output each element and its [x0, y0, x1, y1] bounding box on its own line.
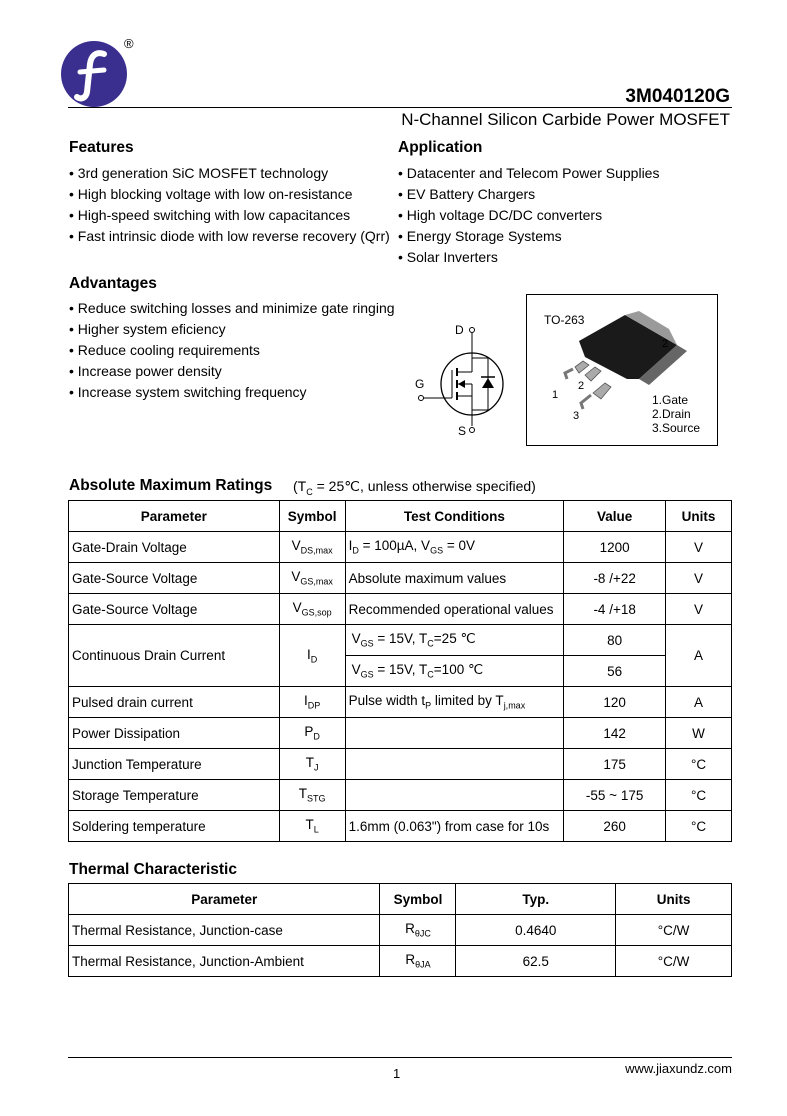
- tab-pin-label: 2: [662, 338, 669, 350]
- unit-cell: V: [666, 532, 732, 563]
- param-cell: Storage Temperature: [69, 780, 280, 811]
- table-row: [69, 532, 732, 563]
- param-cell: Thermal Resistance, Junction-Ambient: [69, 946, 380, 977]
- unit-cell: W: [666, 718, 732, 749]
- condition-cell: Absolute maximum values: [345, 563, 564, 594]
- unit-cell: °C: [666, 780, 732, 811]
- condition-cell: $I_D = 100\mu A$, $V_{GS} = 0V$: [345, 532, 564, 563]
- header-value: Value: [564, 501, 666, 532]
- value-cell: 142: [564, 718, 666, 749]
- pin1-label: 1: [552, 389, 559, 401]
- value-cell: 120: [564, 687, 666, 718]
- source-label: S: [458, 424, 467, 438]
- unit-cell: A: [666, 625, 732, 687]
- pin-legend-gate: 1.Gate: [652, 393, 689, 407]
- product-subtitle: N-Channel Silicon Carbide Power MOSFET: [401, 110, 730, 129]
- symbol-cell: $V_{DS,max}$: [279, 532, 345, 563]
- page-number: 1: [393, 1066, 401, 1081]
- table-row: [69, 625, 732, 656]
- value-cell: 56: [564, 656, 666, 687]
- website-link[interactable]: www.jiaxundz.com: [625, 1061, 732, 1076]
- typ-cell: 0.4640: [456, 915, 616, 946]
- condition-cell: Recommended operational values: [345, 594, 564, 625]
- header-divider: [68, 107, 732, 108]
- application-title: Application: [398, 139, 483, 156]
- unit-cell: °C/W: [616, 946, 732, 977]
- condition-cell: $V_{GS} = 15V$, $T_C=100$ ℃: [345, 656, 564, 687]
- thermal-table: [68, 883, 732, 977]
- list-item: • 3rd generation SiC MOSFET technology: [69, 163, 390, 184]
- list-item: • Increase system switching frequency: [69, 382, 395, 403]
- param-cell: Junction Temperature: [69, 749, 280, 780]
- header-test-conditions: Test Conditions: [345, 501, 564, 532]
- header-typ: Typ.: [456, 884, 616, 915]
- footer-divider: [68, 1057, 732, 1058]
- param-cell: Gate-Drain Voltage: [69, 532, 280, 563]
- value-cell: 175: [564, 749, 666, 780]
- header-units: Units: [616, 884, 732, 915]
- list-item: • High voltage DC/DC converters: [398, 205, 659, 226]
- unit-cell: °C/W: [616, 915, 732, 946]
- table-row: [69, 946, 732, 977]
- value-cell: -55 ~ 175: [564, 780, 666, 811]
- symbol-cell: $R_{\theta JC}$: [380, 915, 456, 946]
- symbol-cell: $R_{\theta JA}$: [380, 946, 456, 977]
- table-row: [69, 780, 732, 811]
- condition-cell: [345, 780, 564, 811]
- value-cell: -8 /+22: [564, 563, 666, 594]
- table-row: [69, 594, 732, 625]
- list-item: • Fast intrinsic diode with low reverse recovery (Qrr): [69, 226, 390, 247]
- drain-label: D: [455, 323, 464, 337]
- symbol-cell: $V_{GS,max}$: [279, 563, 345, 594]
- table-row: [69, 811, 732, 842]
- symbol-cell: $I_{DP}$: [279, 687, 345, 718]
- value-cell: 80: [564, 625, 666, 656]
- list-item: • Reduce switching losses and minimize gate ringing: [69, 298, 395, 319]
- symbol-cell: $P_D$: [279, 718, 345, 749]
- mosfet-symbol-diagram: [408, 318, 520, 442]
- symbol-cell: $T_{STG}$: [279, 780, 345, 811]
- header-symbol: Symbol: [279, 501, 345, 532]
- unit-cell: V: [666, 563, 732, 594]
- thermal-title: Thermal Characteristic: [69, 861, 237, 878]
- param-cell: Power Dissipation: [69, 718, 280, 749]
- pin-legend-source: 3.Source: [652, 421, 701, 435]
- list-item: • High blocking voltage with low on-resistance: [69, 184, 390, 205]
- unit-cell: V: [666, 594, 732, 625]
- symbol-cell: $T_J$: [279, 749, 345, 780]
- amr-table: [68, 500, 732, 842]
- advantages-list: [69, 298, 395, 403]
- package-name: TO-263: [544, 313, 585, 327]
- company-logo: [60, 40, 128, 108]
- value-cell: 1200: [564, 532, 666, 563]
- param-cell: Gate-Source Voltage: [69, 594, 280, 625]
- amr-note: ($T_C$ = 25℃, unless otherwise specified): [293, 478, 536, 497]
- pin2-label: 2: [578, 380, 585, 392]
- list-item: • Higher system eficiency: [69, 319, 395, 340]
- condition-cell: [345, 718, 564, 749]
- table-row: [69, 687, 732, 718]
- header-parameter: Parameter: [69, 884, 380, 915]
- features-title: Features: [69, 139, 134, 156]
- table-row: [69, 915, 732, 946]
- to263-package-diagram: [527, 295, 717, 445]
- table-header-row: [69, 884, 732, 915]
- pin3-label: 3: [573, 410, 580, 422]
- pin-legend-drain: 2.Drain: [652, 407, 691, 421]
- part-number: 3M040120G: [625, 86, 730, 107]
- param-cell: Pulsed drain current: [69, 687, 280, 718]
- header-symbol: Symbol: [380, 884, 456, 915]
- list-item: • Solar Inverters: [398, 247, 659, 268]
- typ-cell: 62.5: [456, 946, 616, 977]
- condition-cell: Pulse width $t_P$ limited by $T_{j,max}$: [345, 687, 564, 718]
- table-row: [69, 749, 732, 780]
- table-header-row: [69, 501, 732, 532]
- unit-cell: °C: [666, 749, 732, 780]
- advantages-title: Advantages: [69, 275, 157, 292]
- gate-label: G: [415, 377, 425, 391]
- registered-mark: ®: [124, 36, 134, 51]
- value-cell: -4 /+18: [564, 594, 666, 625]
- list-item: • Reduce cooling requirements: [69, 340, 395, 361]
- symbol-cell: $I_D$: [279, 625, 345, 687]
- header-parameter: Parameter: [69, 501, 280, 532]
- list-item: • Increase power density: [69, 361, 395, 382]
- condition-cell: 1.6mm (0.063") from case for 10s: [345, 811, 564, 842]
- param-cell: Continuous Drain Current: [69, 625, 280, 687]
- list-item: • Datacenter and Telecom Power Supplies: [398, 163, 659, 184]
- header-units: Units: [666, 501, 732, 532]
- condition-cell: [345, 749, 564, 780]
- package-diagram-box: [526, 294, 718, 446]
- symbol-cell: $V_{GS,sop}$: [279, 594, 345, 625]
- unit-cell: A: [666, 687, 732, 718]
- param-cell: Gate-Source Voltage: [69, 563, 280, 594]
- condition-cell: $V_{GS} = 15V$, $T_C=25$ ℃: [345, 625, 564, 656]
- features-list: [69, 163, 390, 247]
- list-item: • High-speed switching with low capacitances: [69, 205, 390, 226]
- param-cell: Soldering temperature: [69, 811, 280, 842]
- unit-cell: °C: [666, 811, 732, 842]
- table-row: [69, 718, 732, 749]
- table-row: [69, 563, 732, 594]
- param-cell: Thermal Resistance, Junction-case: [69, 915, 380, 946]
- value-cell: 260: [564, 811, 666, 842]
- list-item: • EV Battery Chargers: [398, 184, 659, 205]
- list-item: • Energy Storage Systems: [398, 226, 659, 247]
- application-list: [398, 163, 659, 268]
- amr-title: Absolute Maximum Ratings: [69, 477, 273, 494]
- symbol-cell: $T_L$: [279, 811, 345, 842]
